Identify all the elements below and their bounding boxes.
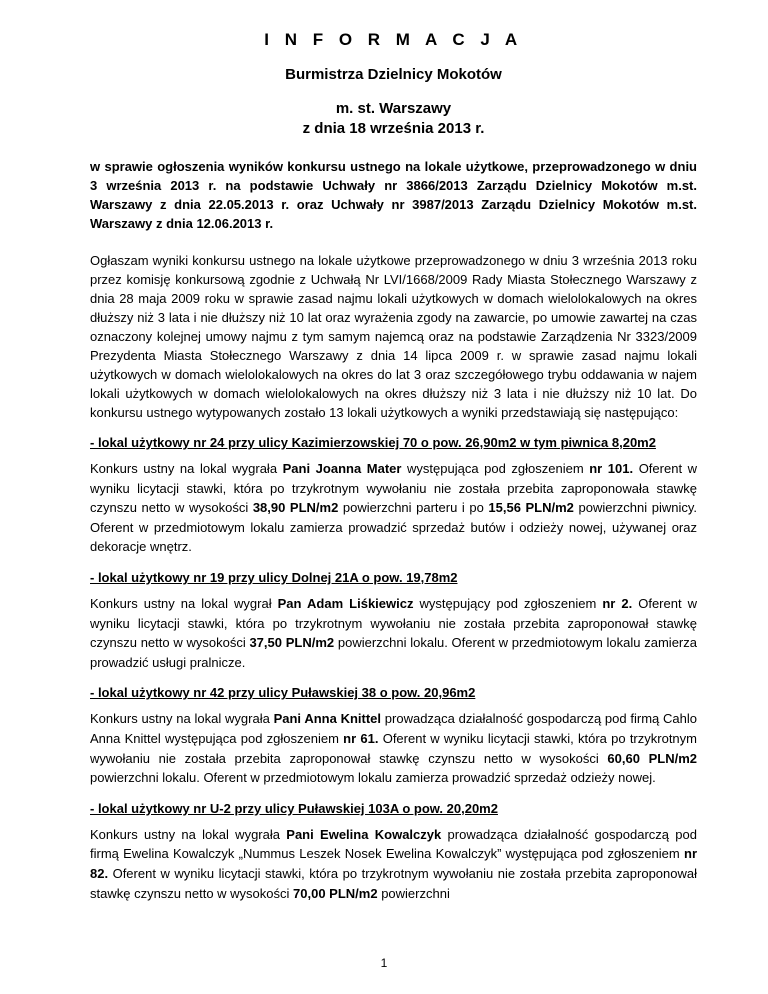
document-title: I N F O R M A C J A <box>264 30 523 49</box>
section-heading-3: - lokal użytkowy nr 42 przy ulicy Puławskiej 38 o pow. 20,96m2 <box>90 685 476 701</box>
section-body-4: Konkurs ustny na lokal wygrała Pani Ewelina Kowalczyk prowadząca działalność gospodarczą pod firmą Ewelina Kowalczyk „Nummus Leszek Nosek Ewelina Kowalczyk” występująca pod zgłoszeniem nr 82. Oferent w wyniku licytacji stawki, która po trzykrotnym wywołaniu nie została przebita zaproponował stawkę czynszu netto w wysokości 70,00 PLN/m2 powierzchni <box>90 826 697 901</box>
application-number: nr 82. <box>90 846 697 881</box>
document-city: m. st. Warszawy <box>335 100 452 117</box>
section-body-2: Konkurs ustny na lokal wygrał Pan Adam Liśkiewicz występujący pod zgłoszeniem nr 2. Oferent w wyniku licytacji stawki, która po trzykrotnym wywołaniu nie została przebita zaproponował stawkę czynszu netto w wysokości 37,50 PLN/m2 powierzchni lokalu. Oferent w przedmiotowym lokalu zamierza prowadzić usługi pralnicze. <box>90 595 697 670</box>
winner-name: Pani Ewelina Kowalczyk <box>286 826 442 842</box>
section-heading-2: - lokal użytkowy nr 19 przy ulicy Dolnej 21A o pow. 19,78m2 <box>90 569 458 585</box>
rent-rate: 38,90 PLN/m2 <box>252 500 339 516</box>
document-subject: w sprawie ogłoszenia wyników konkursu ustnego na lokale użytkowe, przeprowadzonego w dniu 3 września 2013 r. na podstawie Uchwały nr 3866/2013 Zarządu Dzielnicy Mokotów m.st. Warszawy z dnia 22.05.2013 r. oraz Uchwały nr 3987/2013 Zarządu Dzielnicy Mokotów m.st. Warszawy z dnia 12.06.2013 r. <box>90 159 697 231</box>
document-date: z dnia 18 września 2013 r. <box>302 120 485 137</box>
application-number: nr 61. <box>343 730 379 746</box>
winner-name: Pani Joanna Mater <box>282 461 402 476</box>
application-number: nr 2. <box>602 595 633 611</box>
rent-rate: 60,60 PLN/m2 <box>607 750 698 766</box>
section-body-3: Konkurs ustny na lokal wygrała Pani Anna Knittel prowadząca działalność gospodarczą pod firmą Cahlo Anna Knittel występująca pod zgłoszeniem nr 61. Oferent w wyniku licytacji stawki, która po trzykrotnym wywołaniu nie została przebita zaproponował stawkę czynszu netto w wysokości 60,60 PLN/m2 powierzchni lokalu. Oferent w przedmiotowym lokalu zamierza prowadzić sprzedaż odzieży nowej. <box>90 711 698 786</box>
rent-rate-basement: 15,56 PLN/m2 <box>488 500 574 516</box>
section-heading-4: - lokal użytkowy nr U-2 przy ulicy Puławskiej 103A o pow. 20,20m2 <box>90 800 498 816</box>
intro-paragraph: Ogłaszam wyniki konkursu ustnego na lokale użytkowe przeprowadzonego w dniu 3 września 2013 roku przez komisję konkursową zgodnie z Uchwałą Nr LVI/1668/2009 Rady Miasta Stołecznego Warszawy z dnia 28 maja 2009 roku w sprawie zasad najmu lokali użytkowych w domach wielolokalowych na okres dłuższy niż 3 lata i nie dłuższy niż 10 lat oraz wyrażenia zgody na zawarcie, po umowie zawartej na czas oznaczony kolejnej umowy najmu z tym samym najemcą oraz na podstawie Zarządzenia Nr 3323/2009 Prezydenta Miasta Stołecznego Warszawy z dnia 14 lipca 2009 r. w sprawie zasad najmu lokali użytkowych w domach wielolokalowych na okres do lat 3 oraz szczegółowego trybu oddawania w najem lokali użytkowych w domach wielolokalowych na okres dłuższy niż 3 lata i nie dłuższy niż 10 lat. Do konkursu ustnego wytypowanych zostało 13 lokali użytkowych a wyniki przedstawiają się następująco: <box>90 253 697 420</box>
document-city-date <box>90 99 697 139</box>
application-number: nr 101. <box>589 461 634 476</box>
section-heading-1: - lokal użytkowy nr 24 przy ulicy Kazimierzowskiej 70 o pow. 26,90m2 w tym piwnica 8,20m2 <box>90 435 656 450</box>
winner-name: Pani Anna Knittel <box>273 711 382 727</box>
winner-name: Pan Adam Liśkiewicz <box>277 595 414 611</box>
document-issuer: Burmistrza Dzielnicy Mokotów <box>285 66 502 83</box>
page-number: 1 <box>380 956 388 970</box>
rent-rate: 70,00 PLN/m2 <box>293 885 378 901</box>
section-body-1: Konkurs ustny na lokal wygrała Pani Joanna Mater występująca pod zgłoszeniem nr 101. Oferent w wyniku licytacji stawki, która po trzykrotnym wywołaniu nie została przebita zaproponowała stawkę czynszu netto w wysokości 38,90 PLN/m2 powierzchni parteru i po 15,56 PLN/m2 powierzchni piwnicy. Oferent w przedmiotowym lokalu zamierza prowadzić sprzedaż butów i odzieży nowej, używanej oraz dekoracje wnętrz. <box>90 461 698 555</box>
document-page <box>90 30 697 916</box>
rent-rate: 37,50 PLN/m2 <box>249 635 335 651</box>
